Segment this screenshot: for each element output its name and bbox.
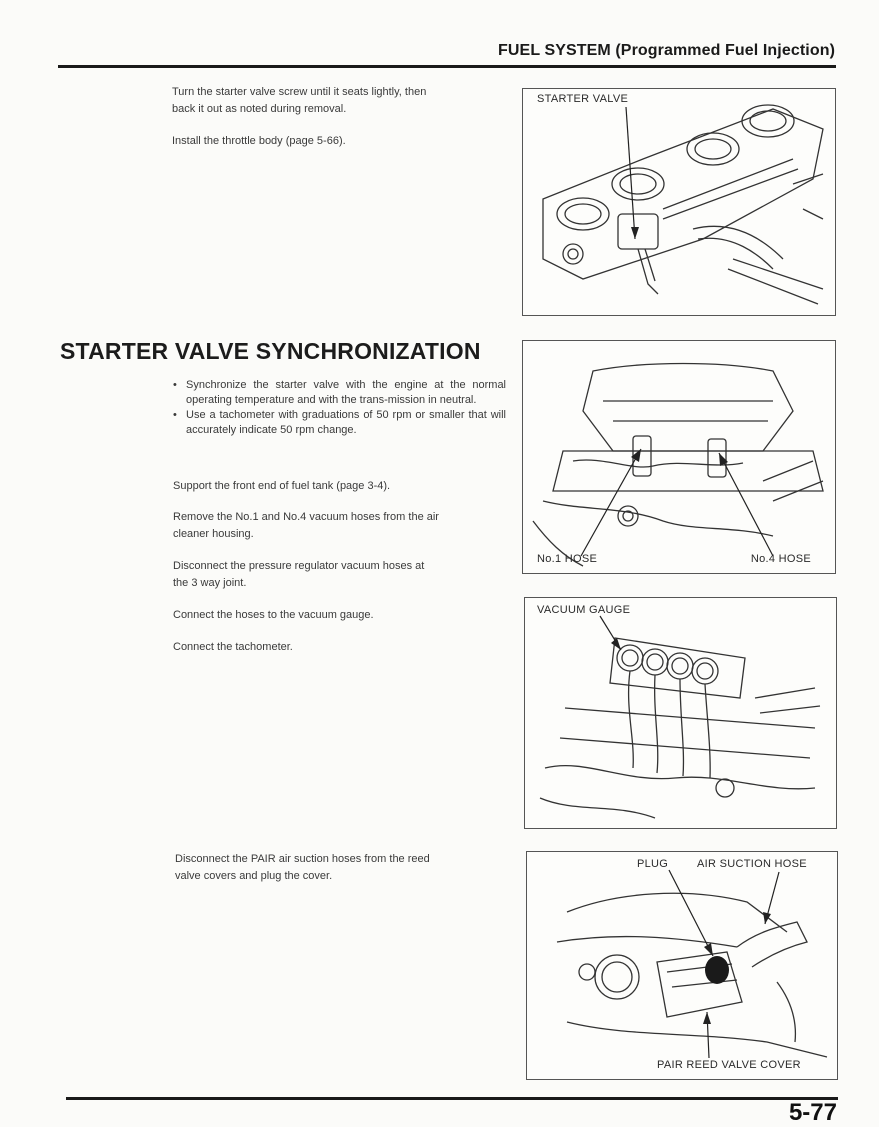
vacuum-gauge-illustration [525,598,836,828]
vacuum-gauge-label: VACUUM GAUGE [537,604,631,616]
step-line: cleaner housing. [173,528,254,540]
intro-paragraph [172,84,512,118]
step-line: valve covers and plug the cover. [175,870,333,882]
throttle-body-illustration [523,89,835,315]
starter-valve-label: STARTER VALVE [537,93,629,105]
step-line: Remove the No.1 and No.4 vacuum hoses from the air [173,511,439,523]
no4-hose-label: No.4 HOSE [750,553,811,565]
precaution-list [170,378,506,438]
step-line: Disconnect the pressure regulator vacuum hoses at [173,560,425,572]
step-remove-vacuum-hoses [173,509,509,543]
engine-hoses-illustration [523,341,835,573]
precaution-item: • Synchronize the starter valve with the engine at the normal operating temperature and with the trans-mission in neutral. [170,378,506,408]
intro-line-1: Turn the starter valve screw until it seats lightly, then [172,86,427,98]
header-rule [58,65,836,68]
step-disconnect-pair-hoses [175,851,511,885]
footer-rule [66,1097,838,1100]
step-connect-tachometer: Connect the tachometer. [173,641,293,653]
step-support-fuel-tank: Support the front end of fuel tank (page 3-4). [173,480,391,492]
vacuum-gauge-figure [524,597,837,829]
step-line: Disconnect the PAIR air suction hoses from the reed [175,853,430,865]
pair-valve-illustration [527,852,837,1079]
page-number: 5-77 [788,1099,837,1126]
pair-reed-valve-cover-label: PAIR REED VALVE COVER [657,1059,801,1071]
starter-valve-figure [522,88,836,316]
step-disconnect-regulator-hoses [173,558,509,592]
pair-reed-valve-figure [526,851,838,1080]
plug-label: PLUG [637,858,669,870]
intro-line-2: back it out as noted during removal. [172,103,347,115]
no1-hose-label: No.1 HOSE [537,553,598,565]
step-connect-vacuum-gauge: Connect the hoses to the vacuum gauge. [173,609,374,621]
vacuum-hoses-figure [522,340,836,574]
step-line: the 3 way joint. [173,577,247,589]
install-throttle-body-step: Install the throttle body (page 5-66). [172,135,346,147]
air-suction-hose-label: AIR SUCTION HOSE [697,858,807,870]
section-heading: STARTER VALVE SYNCHRONIZATION [60,338,481,364]
precaution-item: • Use a tachometer with graduations of 50 rpm or smaller that will accurately indicate 50 rpm change. [170,408,506,438]
page-header-title: FUEL SYSTEM (Programmed Fuel Injection) [498,42,835,59]
